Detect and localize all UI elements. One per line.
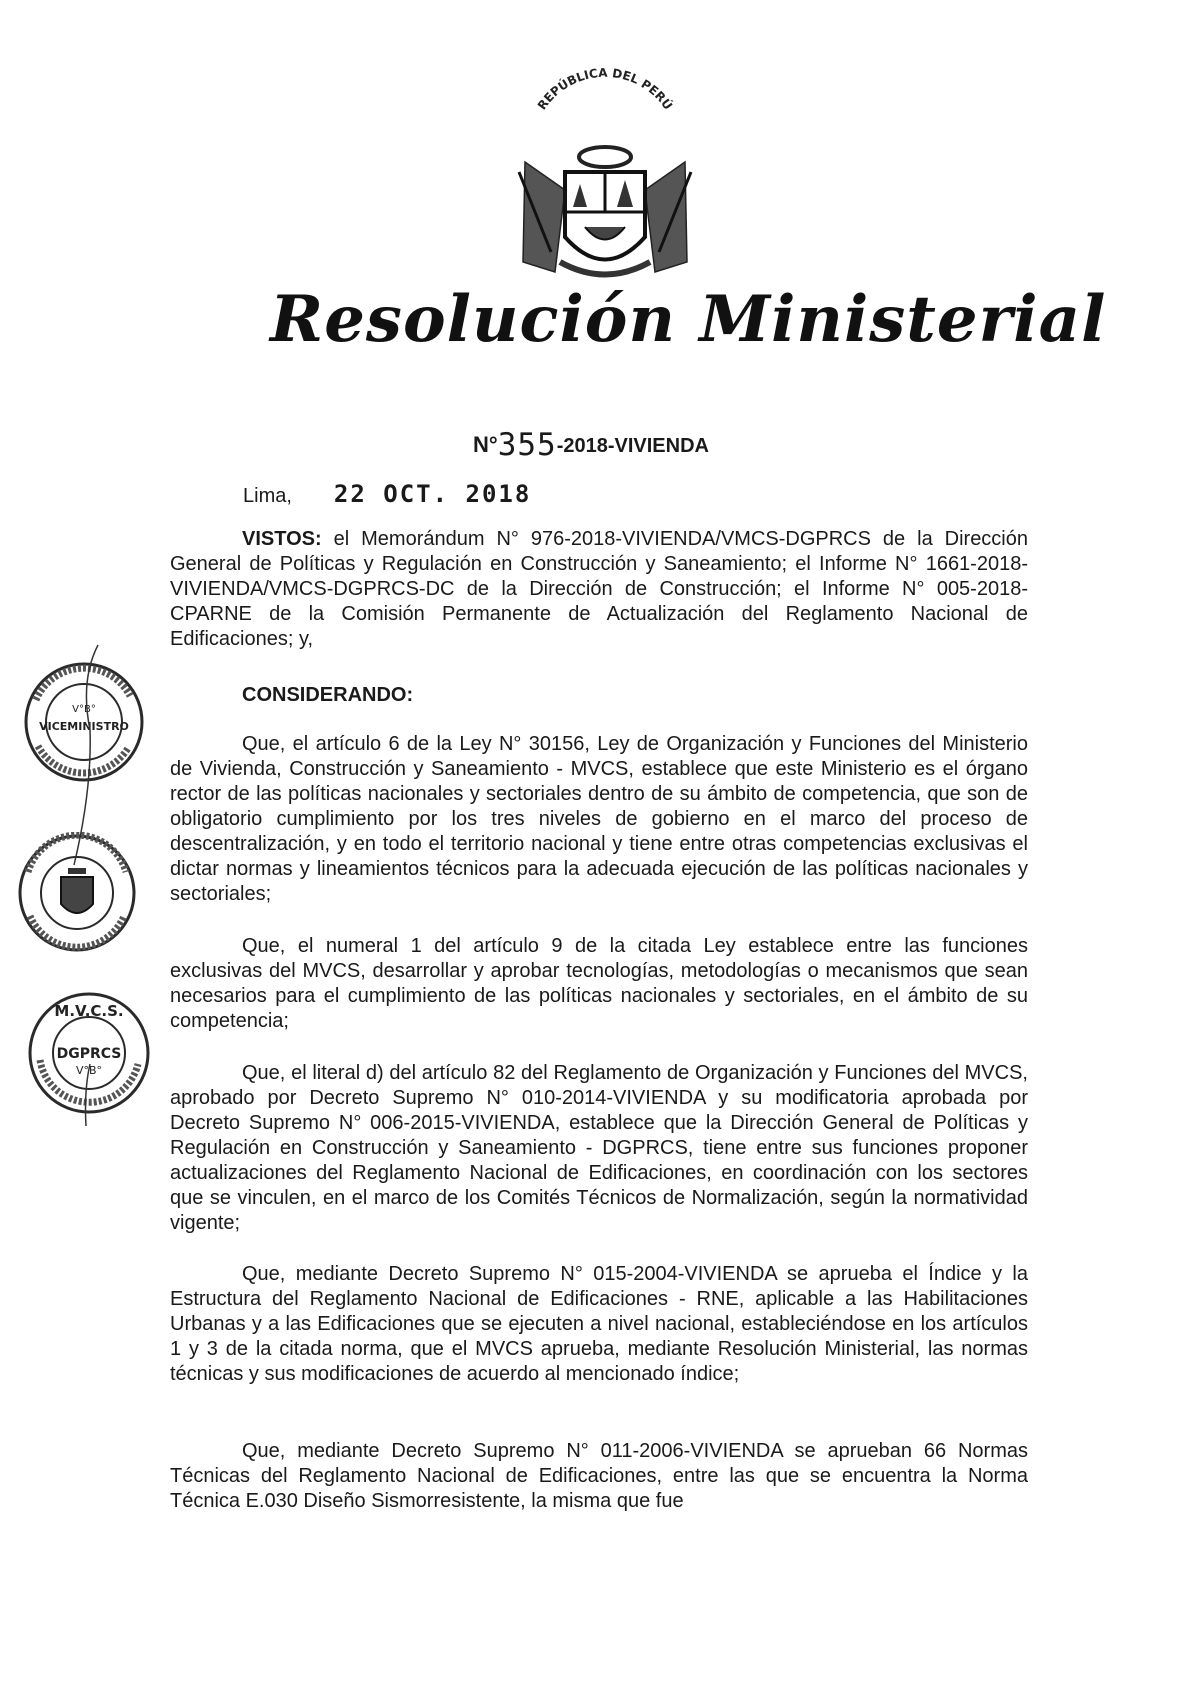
svg-text:VICEMINISTRO: VICEMINISTRO bbox=[39, 720, 129, 733]
signature-stroke-2 bbox=[72, 1060, 102, 1130]
paragraph-4 bbox=[170, 1262, 1028, 1387]
ministry-seal bbox=[16, 832, 138, 954]
number-prefix: N° bbox=[473, 432, 498, 457]
resolution-title: Resolución Ministerial bbox=[270, 282, 1107, 357]
svg-text:REPÚBLICA DEL PERÚ: REPÚBLICA DEL PERÚ bbox=[534, 65, 676, 113]
svg-text:V°B°: V°B° bbox=[72, 704, 96, 715]
svg-text:M.V.C.S.: M.V.C.S. bbox=[54, 1002, 124, 1020]
vistos-lead: VISTOS: bbox=[242, 528, 322, 550]
paragraph-text: Que, el literal d) del artículo 82 del Reglamento de Organización y Funciones del MVCS, aprobado por Decreto Supremo N° 010-2014-VIVIENDA y su modificatoria aprobada por Decreto Supremo N° 006-2015-VIVIENDA, establece que la Dirección General de Políticas y Regulación en Construcción y Saneamiento - DGPRCS, tiene entre sus funciones proponer actualizaciones del Reglamento Nacional de Edificaciones, en coordinación con los sectores que se vinculen, en el marco de los Comités Técnicos de Normalización, según la normatividad vigente; bbox=[170, 1062, 1028, 1234]
coat-of-arms-emblem bbox=[505, 62, 705, 292]
svg-text:DGPRCS: DGPRCS bbox=[56, 1046, 122, 1062]
paragraph-1 bbox=[170, 732, 1028, 907]
paragraph-2 bbox=[170, 934, 1028, 1034]
paragraph-text: Que, el numeral 1 del artículo 9 de la citada Ley establece entre las funciones exclusivas del MVCS, desarrollar y aprobar tecnologías, metodologías o mecanismos que sean necesarios para el cumplimiento de las políticas nacionales y sectoriales, en el ámbito de su competencia; bbox=[170, 935, 1028, 1032]
vistos-text: el Memorándum N° 976-2018-VIVIENDA/VMCS-DGPRCS de la Dirección General de Políticas y Regulación en Construcción y Saneamiento; el Informe N° 1661-2018-VIVIENDA/VMCS-DGPRCS-DC de la Dirección de Construcción; el Informe N° 005-2018-CPARNE de la Comisión Permanente de Actualización del Reglamento Nacional de Edificaciones; y, bbox=[170, 528, 1028, 650]
considerando-heading: CONSIDERANDO: bbox=[242, 684, 414, 706]
place-and-date bbox=[243, 480, 531, 508]
svg-text:V°B°: V°B° bbox=[75, 1064, 103, 1077]
vistos-section bbox=[170, 527, 1028, 652]
resolution-number bbox=[473, 424, 709, 463]
paragraph-3 bbox=[170, 1061, 1028, 1236]
handwritten-number: 355 bbox=[497, 427, 557, 463]
date-stamp: 22 OCT. 2018 bbox=[333, 480, 532, 508]
paragraph-text: Que, el artículo 6 de la Ley N° 30156, Ley de Organización y Funciones del Ministerio de Vivienda, Construcción y Saneamiento - MVCS, establece que este Ministerio es el órgano rector de las políticas nacionales y sectoriales dentro de su ámbito de competencia, que son de obligatorio cumplimiento por los tres niveles de gobierno en el marco del proceso de descentralización, y en todo el territorio nacional y tiene entre otras competencias exclusivas el dictar normas y lineamientos técnicos para la adecuada ejecución de las políticas nacionales y sectoriales; bbox=[170, 733, 1028, 905]
number-suffix: -2018-VIVIENDA bbox=[556, 435, 709, 457]
paragraph-5 bbox=[170, 1439, 1028, 1514]
paragraph-text: Que, mediante Decreto Supremo N° 015-2004-VIVIENDA se aprueba el Índice y la Estructura del Reglamento Nacional de Edificaciones - RNE, aplicable a las Habilitaciones Urbanas y a las Edificaciones que se ejecuten a nivel nacional, estableciéndose en los artículos 1 y 3 de la citada norma, que el MVCS aprueba, mediante Resolución Ministerial, las normas técnicas y sus modificaciones de acuerdo al mencionado índice; bbox=[170, 1263, 1028, 1385]
place-label: Lima, bbox=[243, 485, 292, 507]
paragraph-text: Que, mediante Decreto Supremo N° 011-2006-VIVIENDA se aprueban 66 Normas Técnicas del Reglamento Nacional de Edificaciones, entre las que se encuentra la Norma Técnica E.030 Diseño Sismorresistente, la misma que fue bbox=[170, 1440, 1028, 1512]
